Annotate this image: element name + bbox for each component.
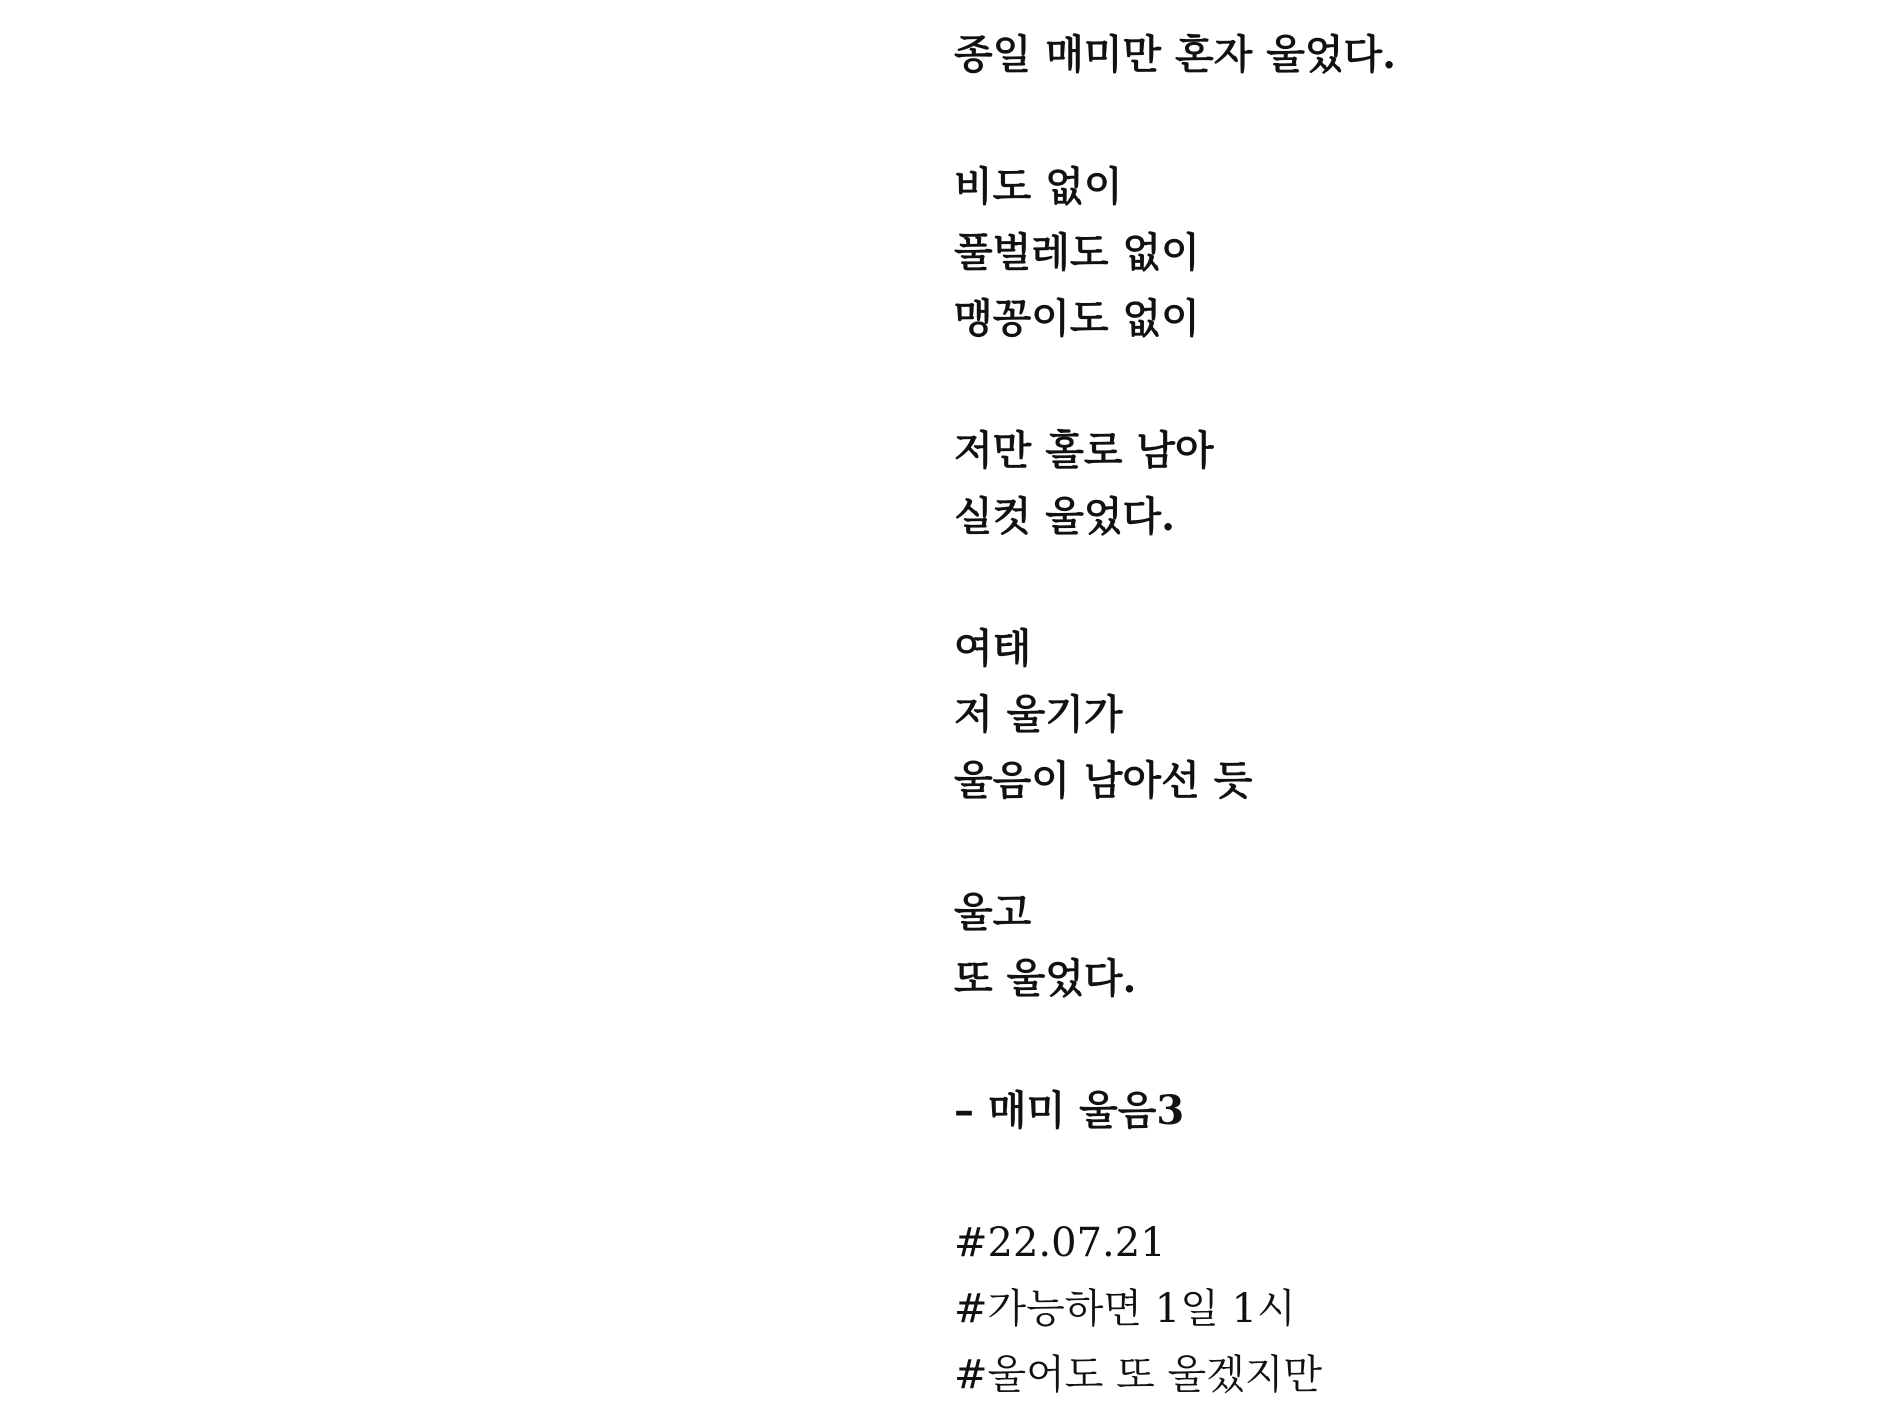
hashtag: #울어도 또 울겠지만 bbox=[954, 1352, 1323, 1398]
poem-attribution: – 매미 울음3 bbox=[954, 1087, 1185, 1134]
stanza-gap bbox=[954, 352, 1834, 418]
poem-line: 저 울기가 bbox=[954, 691, 1123, 738]
poem-line: 실컷 울었다. bbox=[954, 493, 1176, 540]
hashtag: #가능하면 1일 1시 bbox=[954, 1286, 1296, 1332]
hashtag: #22.07.21 bbox=[954, 1220, 1166, 1266]
poem-line: 맹꽁이도 없이 bbox=[954, 295, 1200, 342]
stanza-gap bbox=[954, 550, 1834, 616]
poem-line: 저만 홀로 남아 bbox=[954, 427, 1214, 474]
poem-line: 또 울었다. bbox=[954, 955, 1137, 1002]
stanza-gap bbox=[954, 1144, 1834, 1210]
poem-text bbox=[954, 22, 1834, 1408]
stanza-gap bbox=[954, 1012, 1834, 1078]
poem-line: 울음이 남아선 듯 bbox=[954, 757, 1253, 804]
stanza-gap bbox=[954, 88, 1834, 154]
poem-line: 울고 bbox=[954, 889, 1032, 936]
poem-line: 풀벌레도 없이 bbox=[954, 229, 1200, 276]
stanza-gap bbox=[954, 814, 1834, 880]
poem-line: 여태 bbox=[954, 625, 1032, 672]
poem-line: 비도 없이 bbox=[954, 163, 1123, 210]
poem-line: 종일 매미만 혼자 울었다. bbox=[954, 31, 1397, 78]
